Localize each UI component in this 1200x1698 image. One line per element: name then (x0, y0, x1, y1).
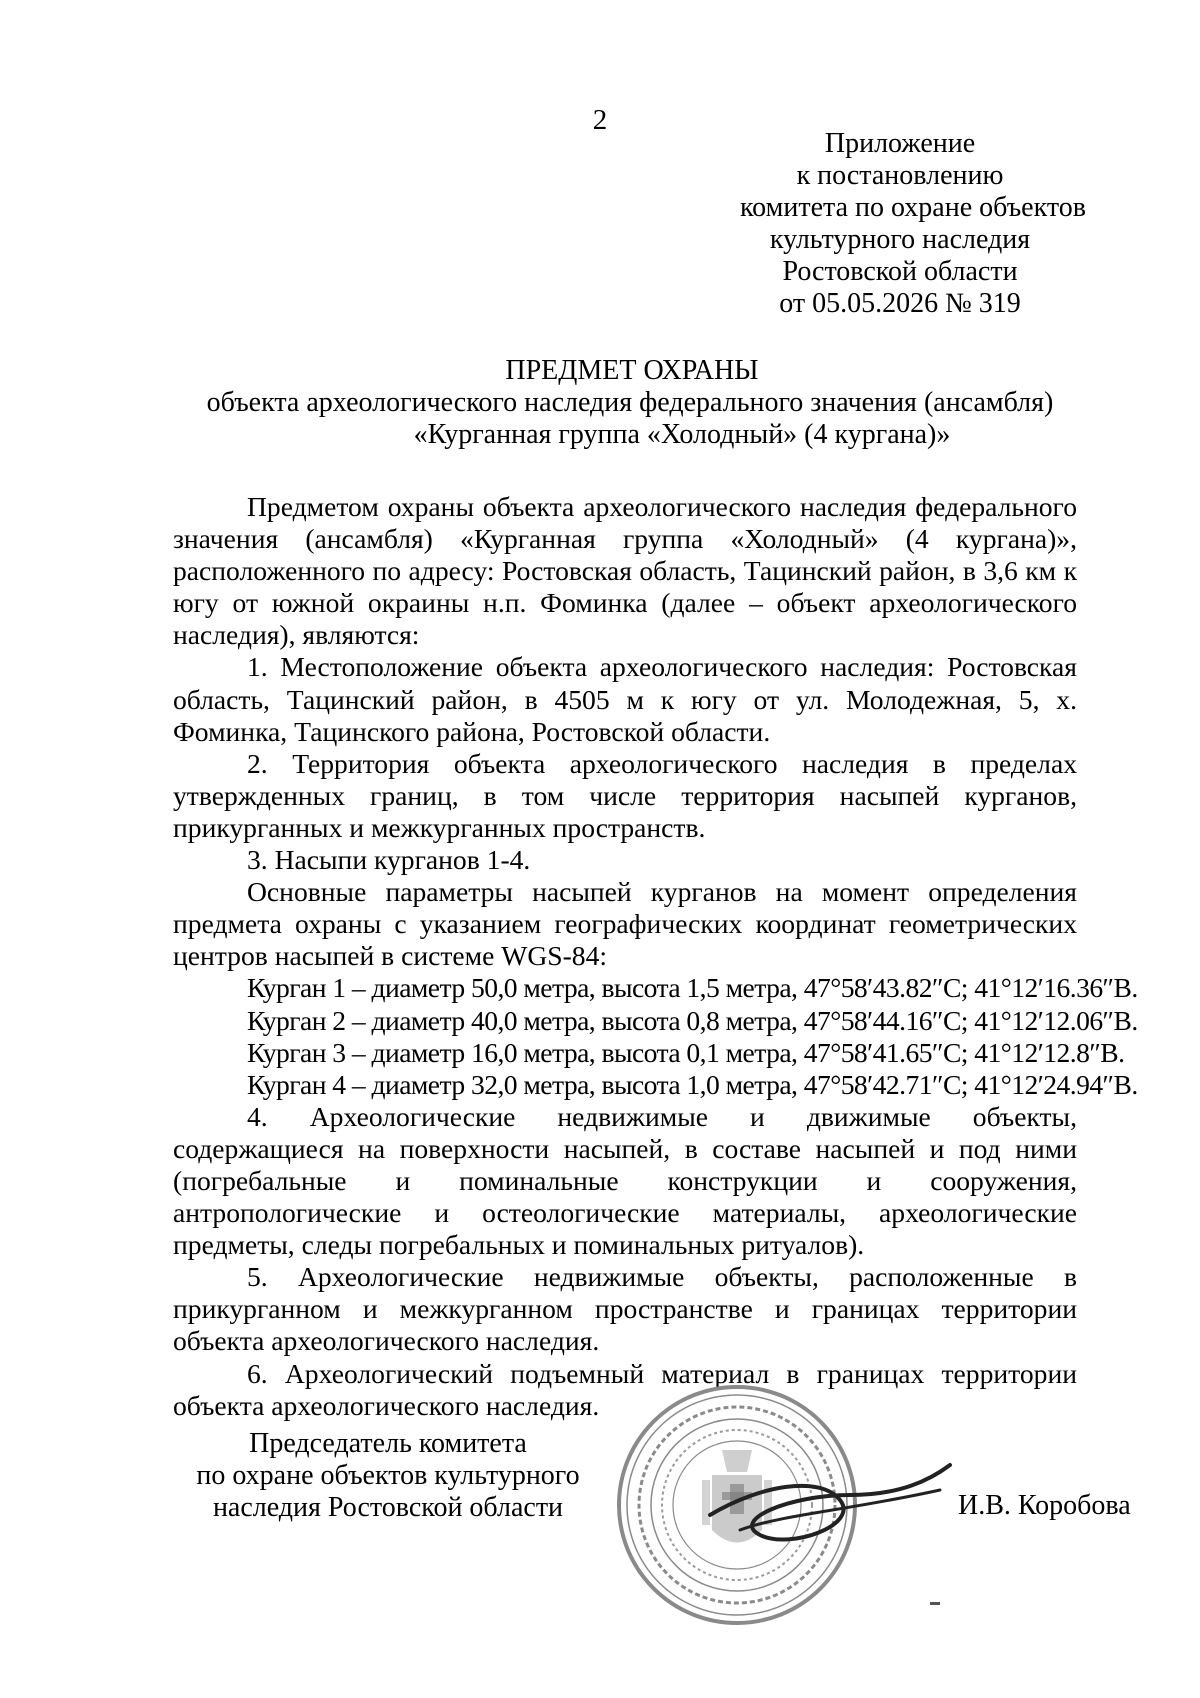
kurgan-row: Курган 2 – диаметр 40,0 метра, высота 0,8 метра, 47°58′44.16″С; 41°12′12.06″В. (247, 1004, 1138, 1036)
signer-name: И.В. Коробова (958, 1490, 1131, 1521)
parameters-paragraph: Основные параметры насыпей курганов на момент определения предмета охраны с указанием географических координат геометрических центров насыпей в системе WGS-84: (173, 876, 1077, 972)
list-item-surface-material: 6. Археологический подъемный материал в границах территории объекта археологического наследия. (173, 1357, 1077, 1421)
signer-position-line: наследия Ростовской области (212, 1492, 564, 1523)
list-item-immovable: 5. Археологические недвижимые объекты, расположенные в прикурганном и межкурганном пространстве и границах территории объекта археологического наследия. (173, 1261, 1077, 1357)
signer-position-line: по охране объектов культурного (196, 1460, 580, 1491)
appendix-line: Ростовской области (782, 256, 1018, 287)
title-subtitle-line: «Курганная группа «Холодный» (4 кургана)» (413, 419, 951, 450)
document-body (173, 491, 1138, 1422)
title-subtitle-line: объекта археологического наследия федерального значения (ансамбля) (206, 387, 1054, 418)
scan-mark (930, 1602, 940, 1605)
appendix-line: комитета по охране объектов (740, 192, 1086, 223)
appendix-line: от 05.05.2026 № 319 (779, 288, 1021, 319)
title-heading: ПРЕДМЕТ ОХРАНЫ (505, 355, 759, 386)
appendix-line: к постановлению (796, 160, 1004, 191)
page-number: 2 (592, 104, 608, 136)
kurgan-row: Курган 3 – диаметр 16,0 метра, высота 0,1 метра, 47°58′41.65″С; 41°12′12.8″В. (247, 1036, 1125, 1068)
signer-position (188, 1428, 588, 1524)
list-item-territory: 2. Территория объекта археологического наследия в пределах утвержденных границ, в том числе территория насыпей курганов, прикурганных и межкурганных пространств. (173, 747, 1077, 843)
list-item-objects: 4. Археологические недвижимые и движимые объекты, содержащиеся на поверхности насыпей, в составе насыпей и под ними (погребальные и поминальные конструкции и сооружения, антропологические и остеологические материалы, археологические предметы, следы погребальных и поминальных ритуалов). (173, 1100, 1077, 1261)
intro-paragraph: Предметом охраны объекта археологического наследия федерального значения (ансамбля) «Курганная группа «Холодный» (4 кургана)», расположенного по адресу: Ростовская область, Тацинский район, в 3,6 км к югу от южной окраины н.п. Фоминка (далее – объект археологического наследия), являются: (173, 491, 1077, 651)
document-title (170, 355, 1090, 451)
kurgan-row: Курган 1 – диаметр 50,0 метра, высота 1,5 метра, 47°58′43.82″С; 41°12′16.36″В. (247, 972, 1138, 1004)
handwritten-signature-icon (700, 1445, 960, 1575)
list-item-location: 1. Местоположение объекта археологического наследия: Ростовская область, Тацинский район, в 4505 м к югу от ул. Молодежная, 5, х. Фоминка, Тацинского района, Ростовской области. (173, 651, 1077, 747)
appendix-line: культурного наследия (769, 224, 1031, 255)
signer-position-line: Председатель комитета (249, 1428, 527, 1459)
appendix-line: Приложение (824, 128, 976, 159)
kurgan-row: Курган 4 – диаметр 32,0 метра, высота 1,0 метра, 47°58′42.71″С; 41°12′24.94″В. (247, 1068, 1138, 1100)
list-item-mounds: 3. Насыпи курганов 1-4. (247, 844, 531, 876)
appendix-header (740, 128, 1086, 320)
